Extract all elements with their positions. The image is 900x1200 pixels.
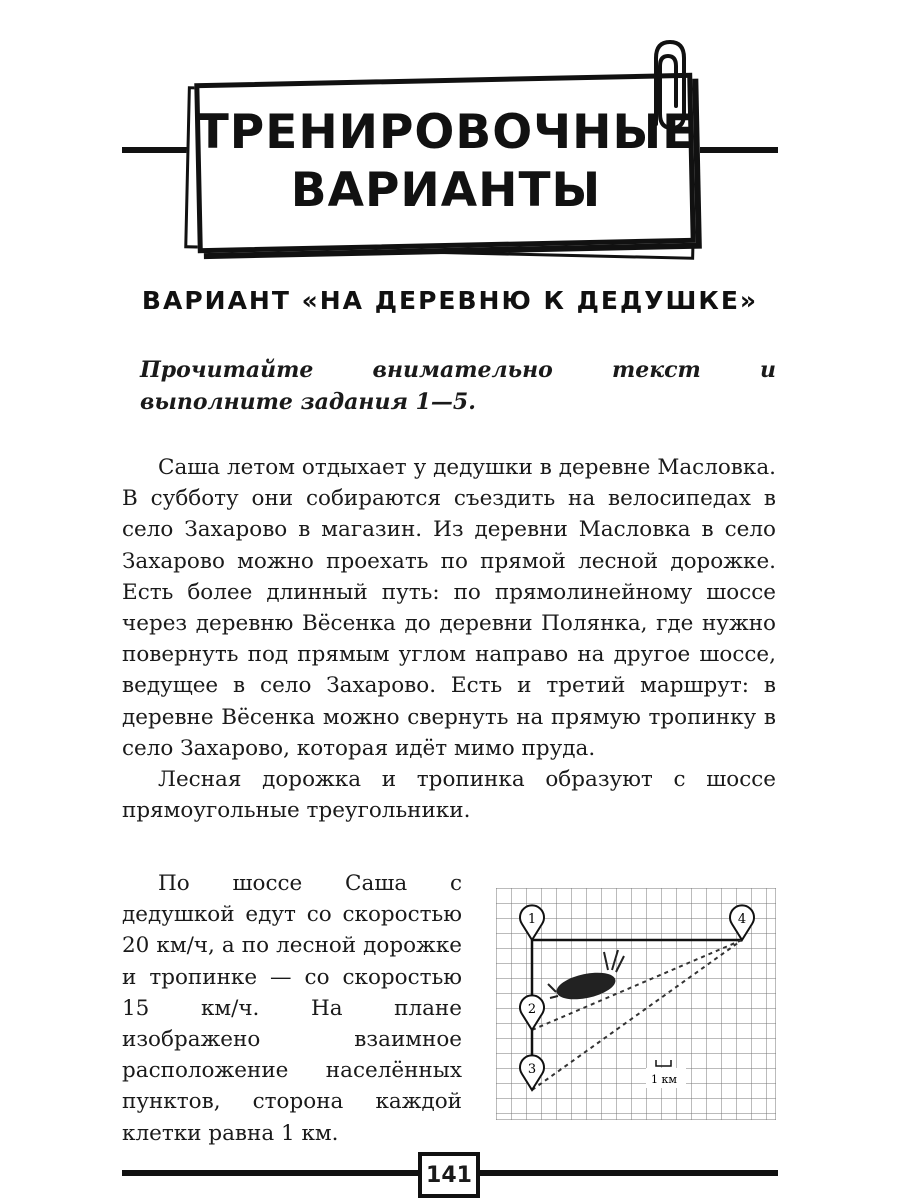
speed-paragraph	[122, 868, 462, 1149]
paperclip-icon	[636, 36, 700, 136]
main-text	[122, 452, 776, 826]
title-line-1: ТРЕНИРОВОЧНЫЕ	[196, 105, 696, 160]
page-title	[196, 104, 696, 220]
header-rule-left	[122, 147, 194, 153]
paragraph-2: Лесная дорожка и тропинка образуют с шоссе прямоугольные треугольники.	[122, 767, 776, 824]
instruction: Прочитайте внимательно текст и выполните задания 1—5.	[140, 357, 776, 415]
paragraph-3: По шоссе Саша с дедушкой едут со скоростью 20 км/ч, а по лесной дорожке и тропинке — со скоростью 15 км/ч. На плане изображено взаимное расположение населённых пунктов, сторона каждой клетки равна 1 км.	[122, 871, 462, 1146]
marker-4-label: 4	[737, 912, 747, 927]
footer-rule-left	[122, 1170, 418, 1176]
scale-label: 1 км	[651, 1073, 677, 1086]
variant-title: ВАРИАНТ «НА ДЕРЕВНЮ К ДЕДУШКЕ»	[141, 286, 759, 315]
marker-2-label: 2	[527, 1002, 537, 1017]
paragraph-1: Саша летом отдыхает у дедушки в деревне Масловка. В субботу они собираются съездить на велосипедах в село Захарово в магазин. Из деревни Масловка в село Захарово можно проехать по прямой лесной дорожке. Есть более длинный путь: по прямолинейному шоссе через деревню Вёсенка до деревни Полянка, где нужно повернуть под прямым углом направо на другое шоссе, ведущее в село Захарово. Есть и третий маршрут: в деревне Вёсенка можно свернуть на прямую тропинку в село Захарово, которая идёт мимо пруда.	[122, 455, 776, 761]
page-number: 141	[418, 1152, 480, 1198]
footer-rule-right	[480, 1170, 778, 1176]
village-map	[496, 888, 776, 1120]
header-rule-right	[700, 147, 778, 153]
marker-1-label: 1	[527, 912, 537, 927]
marker-3-label: 3	[527, 1062, 537, 1077]
title-line-2: ВАРИАНТЫ	[290, 163, 602, 218]
